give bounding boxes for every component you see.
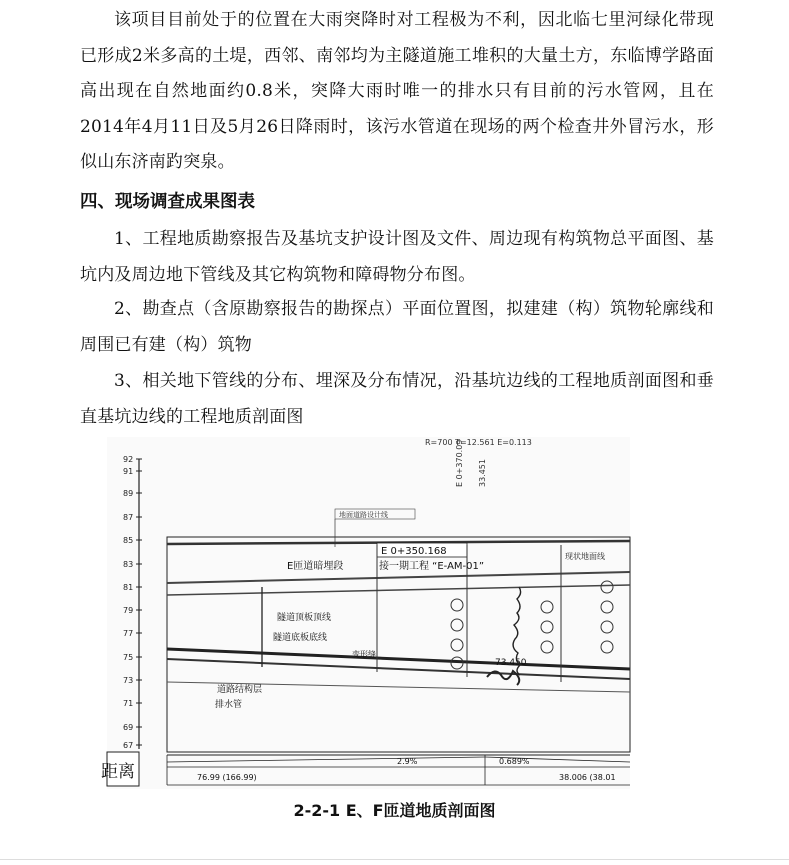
y-tick-label: 67 [123, 741, 134, 750]
distance-left: 76.99 (166.99) [197, 773, 257, 782]
slope-label: 变形缝 [352, 650, 376, 659]
station-vertical-2: 33.451 [478, 459, 487, 487]
borehole-circle [451, 599, 463, 611]
y-tick-label: 92 [123, 455, 134, 464]
y-tick-label: 83 [123, 560, 134, 569]
borehole-circle [451, 639, 463, 651]
distance-right: 38.006 (38.01 [559, 773, 616, 782]
grade-right: 0.689% [499, 757, 530, 766]
road-design-label: 地面道路设计线 [339, 511, 388, 519]
section-right-label: 接一期工程 “E-AM-01” [379, 561, 485, 572]
borehole-circle [601, 621, 613, 633]
paragraph-item-2: 2、勘查点（含原勘察报告的勘探点）平面位置图，拟建建（构）筑物轮廓线和周围已有建（构）筑物 [80, 299, 714, 355]
tunnel-bottom-label: 隧道底板底线 [273, 633, 328, 643]
y-tick-label: 71 [123, 699, 134, 708]
figure-caption: 2-2-1 E、F匝道地质剖面图 [293, 801, 496, 820]
paragraph-item-1: 1、工程地质勘察报告及基坑支护设计图及文件、周边现有构筑物总平面图、基坑内及周边地下管线及其它构筑物和障碍物分布图。 [80, 229, 714, 285]
paragraph-site-condition: 该项目目前处于的位置在大雨突降时对工程极为不利，因北临七里河绿化带现已形成2米多高的土堤，西邻、南邻均为主隧道施工堆积的大量土方，东临博学路面高出现在自然地面约0.8米，突降大雨时唯一的排水只有目前的污水管网，且在2014年4月11日及5月26日降雨时，该污水管道在现场的两个检查井外冒污水，形似山东济南趵突泉。 [80, 10, 714, 172]
borehole-circle [601, 581, 613, 593]
borehole-markers [451, 581, 613, 669]
ground-line-label: 现状地面线 [565, 552, 605, 561]
level-mark: 73.450 [495, 658, 527, 668]
paragraph-item-3: 3、相关地下管线的分布、埋深及分布情况，沿基坑边线的工程地质剖面图和垂直基坑边线的工程地质剖面图 [80, 371, 714, 427]
y-tick-label: 89 [123, 489, 134, 498]
drain-label: 排水管 [215, 700, 243, 710]
section-heading: 四、现场调查成果图表 [80, 192, 255, 212]
borehole-circle [541, 601, 553, 613]
borehole-circle [601, 601, 613, 613]
borehole-circle [541, 621, 553, 633]
grade-left: 2.9% [397, 757, 418, 766]
borehole-circle [541, 641, 553, 653]
y-tick-label: 69 [123, 723, 134, 732]
y-tick-label: 77 [123, 629, 134, 638]
y-tick-label: 87 [123, 513, 134, 522]
y-tick-label: 79 [123, 606, 134, 615]
y-tick-label: 73 [123, 676, 134, 685]
distance-corner-label: 距离 [101, 762, 135, 782]
station-box: E 0+350.168 [381, 546, 447, 557]
tunnel-top-label: 隧道顶板顶线 [277, 613, 332, 623]
road-layer-label: 道路结构层 [217, 685, 263, 695]
y-tick-label: 81 [123, 583, 134, 592]
formula-label: R=700 T=12.561 E=0.113 [425, 438, 532, 447]
station-vertical: E 0+370.09 [455, 439, 464, 487]
y-tick-label: 85 [123, 536, 134, 545]
borehole-circle [451, 619, 463, 631]
page-bottom-rule [0, 859, 789, 860]
section-drawing [101, 437, 630, 789]
geologic-section-figure [101, 437, 630, 789]
section-left-label: E匝道暗埋段 [287, 561, 344, 572]
y-tick-label: 75 [123, 653, 134, 662]
y-tick-label: 91 [123, 467, 134, 476]
borehole-circle [601, 641, 613, 653]
